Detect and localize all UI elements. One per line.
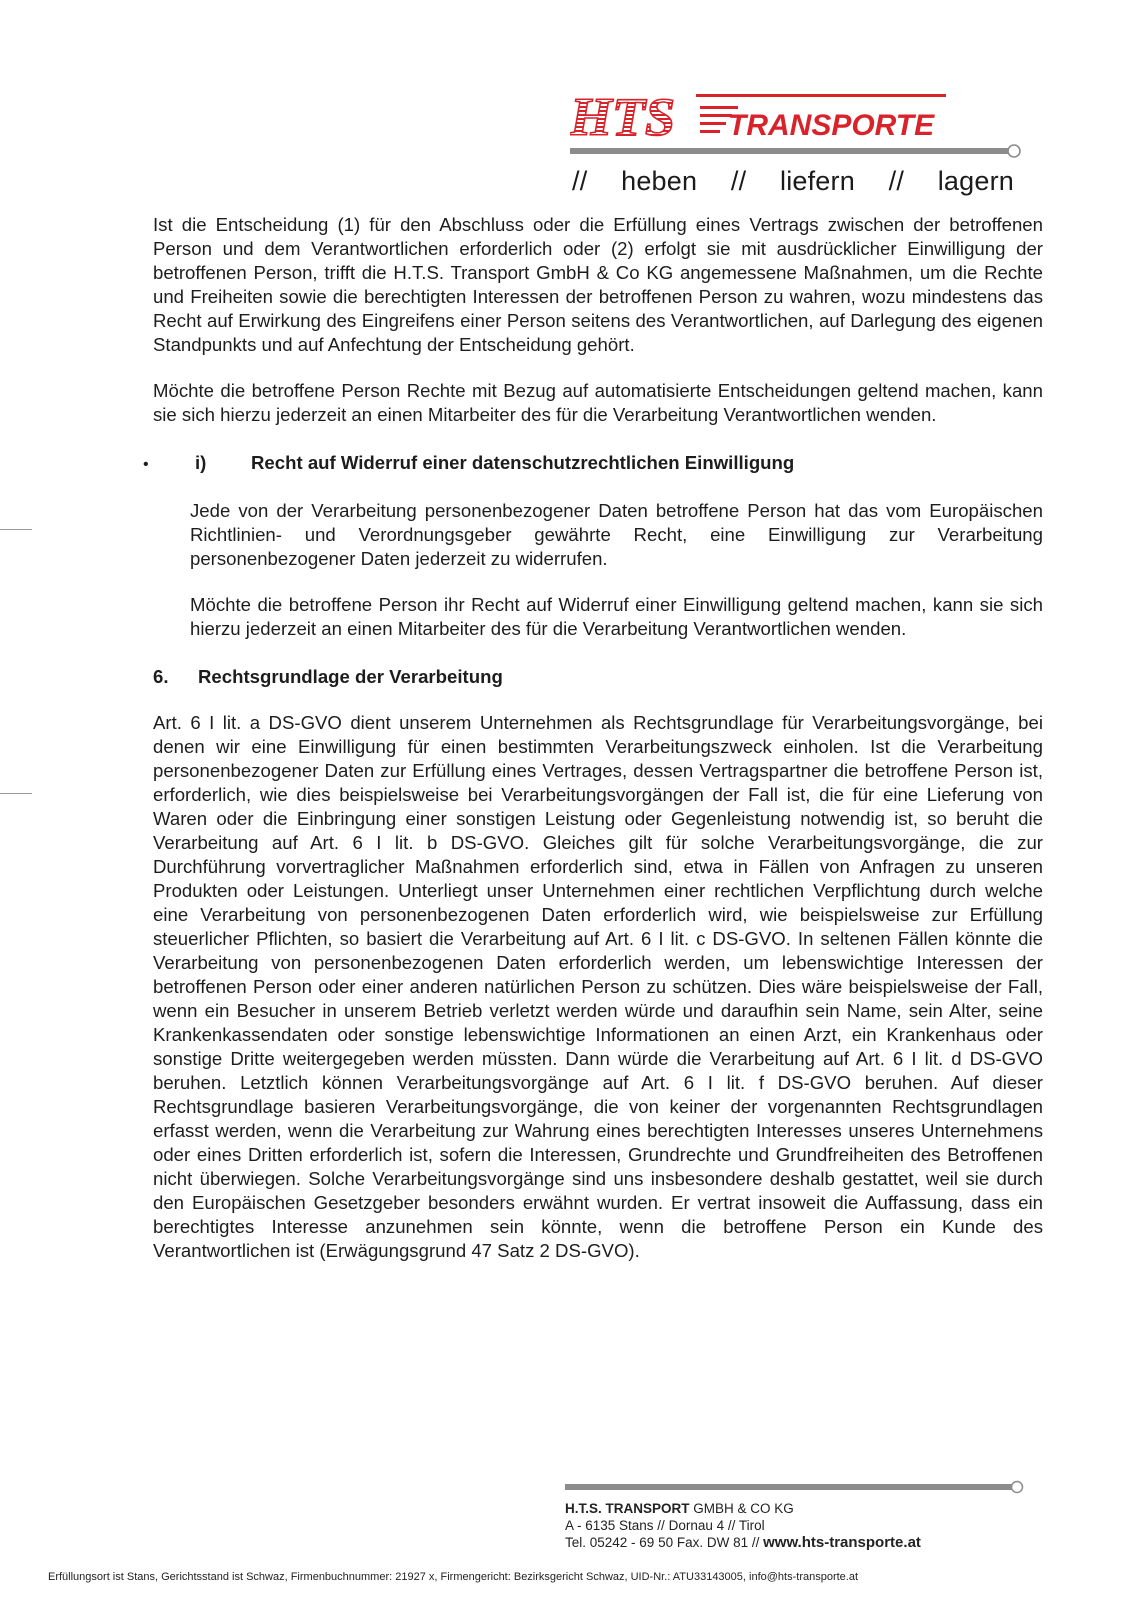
section-number: 6. bbox=[153, 666, 169, 687]
paragraph: Jede von der Verarbeitung personenbezogener Daten betroffene Person hat das vom Europäischen Richtlinien- und Verordnungsgeber gewährte Recht, eine Einwilligung zur Verarbeitung personenbezogener Daten jederzeit zu widerrufen. bbox=[190, 500, 1043, 569]
footer-address bbox=[565, 1500, 921, 1551]
bullet: • bbox=[143, 456, 149, 473]
tagline: // heben // liefern // lagern bbox=[572, 166, 1014, 196]
footer-contact: Tel. 05242 - 69 50 Fax. DW 81 // www.hts-transporte.at bbox=[565, 1534, 921, 1551]
list-item-i bbox=[143, 451, 1043, 477]
paragraph: Ist die Entscheidung (1) für den Abschluss oder die Erfüllung eines Vertrags zwischen der betroffenen Person und dem Verantwortlichen erforderlich oder (2) erfolgt sie mit ausdrücklicher Einwilligung der betroffenen Person, trifft die H.T.S. Transport GmbH & Co KG angemessene Maßnahmen, um die Rechte und Freiheiten sowie die berechtigten Interessen der betroffenen Person zu wahren, wozu mindestens das Recht auf Erwirkung des Eingreifens einer Person seitens des Verantwortlichen, auf Darlegung des eigenen Standpunkts und auf Anfechtung der Entscheidung gehört. bbox=[153, 214, 1043, 355]
logo-transporte-text: TRANSPORTE bbox=[728, 109, 935, 142]
section-heading bbox=[153, 665, 1043, 689]
document-body bbox=[143, 213, 1043, 1263]
item-title: Recht auf Widerruf einer datenschutzrechtlichen Einwilligung bbox=[251, 452, 795, 473]
footer-company: H.T.S. TRANSPORT GMBH & CO KG bbox=[565, 1501, 794, 1516]
footer-street: A - 6135 Stans // Dornau 4 // Tirol bbox=[565, 1518, 765, 1533]
paragraph: Art. 6 I lit. a DS-GVO dient unserem Unternehmen als Rechtsgrundlage für Verarbeitungsvorgänge, bei denen wir eine Einwilligung für einen bestimmten Verarbeitungszweck einholen. Ist die Verarbeitung personenbezogener Daten zur Erfüllung eines Vertrages, dessen Vertragspartner die betroffene Person ist, erforderlich, wie dies beispielsweise bei Verarbeitungsvorgängen der Fall ist, die für eine Lieferung von Waren oder die Einbringung einer sonstigen Leistung oder Gegenleistung notwendig ist, so beruht die Verarbeitung auf Art. 6 I lit. b DS-GVO. Gleiches gilt für solche Verarbeitungsvorgänge, die zur Durchführung vorvertraglicher Maßnahmen erforderlich sind, etwa in Fällen von Anfragen zu unseren Produkten oder Leistungen. Unterliegt unser Unternehmen einer rechtlichen Verpflichtung durch welche eine Verarbeitung von personenbezogenen Daten erforderlich wird, wie beispielsweise zur Erfüllung steuerlicher Pflichten, so basiert die Verarbeitung auf Art. 6 I lit. c DS-GVO. In seltenen Fällen könnte die Verarbeitung von personenbezogenen Daten erforderlich werden, um lebenswichtige Interessen der betroffenen Person oder einer anderen natürlichen Person zu schützen. Dies wäre beispielsweise der Fall, wenn ein Besucher in unserem Betrieb verletzt werden würde und daraufhin sein Name, sein Alter, seine Krankenkassendaten oder sonstige lebenswichtige Informationen an einen Arzt, ein Krankenhaus oder sonstige Dritte weitergegeben werden müssten. Dann würde die Verarbeitung auf Art. 6 I lit. d DS-GVO beruhen. Letztlich können Verarbeitungsvorgänge auf Art. 6 I lit. f DS-GVO beruhen. Auf dieser Rechtsgrundlage basieren Verarbeitungsvorgänge, die von keiner der vorgenannten Rechtsgrundlagen erfasst werden, wenn die Verarbeitung zur Wahrung eines berechtigten Interesses unseres Unternehmens oder eines Dritten erforderlich ist, sofern die Interessen, Grundrechte und Grundfreiheiten des Betroffenen nicht überwiegen. Solche Verarbeitungsvorgänge sind uns insbesondere deshalb gestattet, weil sie durch den Europäischen Gesetzgeber besonders erwähnt wurden. Er vertrat insoweit die Auffassung, dass ein berechtigtes Interesse anzunehmen sein könnte, wenn die betroffene Person ein Kunde des Verantwortlichen ist (Erwägungsgrund 47 Satz 2 DS-GVO). bbox=[153, 712, 1043, 1261]
footer-rule bbox=[565, 1480, 1035, 1494]
punch-mark bbox=[0, 529, 32, 530]
item-number: i) bbox=[195, 452, 207, 473]
legal-footnote: Erfüllungsort ist Stans, Gerichtsstand ist Schwaz, Firmenbuchnummer: 21927 x, Firmengericht: Bezirksgericht Schwaz, UID-Nr.: ATU33143005, info@hts-transporte.at bbox=[48, 1571, 859, 1583]
website-link[interactable]: www.hts-transporte.at bbox=[763, 1534, 921, 1551]
section-title: Rechtsgrundlage der Verarbeitung bbox=[198, 666, 503, 687]
paragraph: Möchte die betroffene Person Rechte mit Bezug auf automatisierte Entscheidungen geltend machen, kann sie sich hierzu jederzeit an einen Mitarbeiter des für die Verarbeitung Verantwortlichen wenden. bbox=[153, 380, 1043, 425]
paragraph: Möchte die betroffene Person ihr Recht auf Widerruf einer Einwilligung geltend machen, kann sie sich hierzu jederzeit an einen Mitarbeiter des für die Verarbeitung Verantwortlichen wenden. bbox=[190, 594, 1043, 639]
punch-mark bbox=[0, 793, 32, 794]
logo-hts-text: HTS bbox=[570, 87, 676, 147]
